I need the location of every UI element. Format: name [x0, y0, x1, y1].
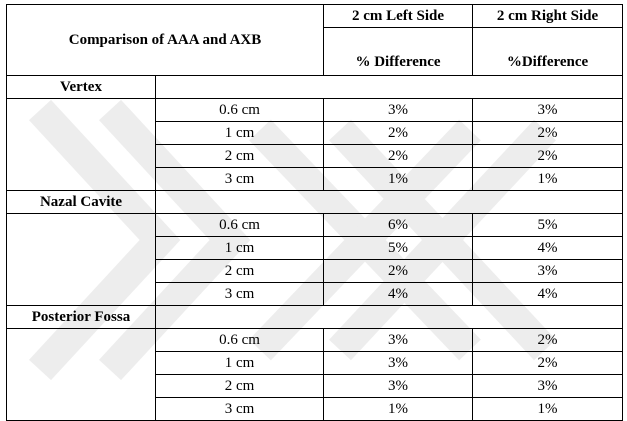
- table-row: [7, 99, 623, 122]
- right-diff-cell: 3%: [473, 375, 623, 398]
- left-diff-cell: 1%: [324, 398, 473, 421]
- right-diff-cell: 2%: [473, 352, 623, 375]
- right-diff-cell: 2%: [473, 329, 623, 352]
- depth-cell: 3 cm: [156, 168, 324, 191]
- depth-cell: 2 cm: [156, 145, 324, 168]
- section-indent: [7, 329, 156, 421]
- right-diff-cell: 5%: [473, 214, 623, 237]
- section-blank: [156, 76, 623, 99]
- section-indent: [7, 214, 156, 306]
- left-diff-cell: 3%: [324, 329, 473, 352]
- right-diff-cell: 1%: [473, 168, 623, 191]
- right-diff-cell: 2%: [473, 145, 623, 168]
- depth-cell: 0.6 cm: [156, 99, 324, 122]
- header-title: Comparison of AAA and AXB: [7, 5, 324, 76]
- left-diff-cell: 6%: [324, 214, 473, 237]
- section-indent: [7, 99, 156, 191]
- left-diff-cell: 2%: [324, 122, 473, 145]
- left-diff-cell: 2%: [324, 260, 473, 283]
- header-right-side: 2 cm Right Side: [473, 5, 623, 28]
- comparison-table: [6, 4, 623, 421]
- section-blank: [156, 191, 623, 214]
- depth-cell: 0.6 cm: [156, 214, 324, 237]
- depth-cell: 1 cm: [156, 237, 324, 260]
- depth-cell: 1 cm: [156, 122, 324, 145]
- section-row: [7, 76, 623, 99]
- left-diff-cell: 3%: [324, 99, 473, 122]
- section-label: Posterior Fossa: [7, 306, 156, 329]
- depth-cell: 2 cm: [156, 260, 324, 283]
- right-diff-cell: 3%: [473, 99, 623, 122]
- depth-cell: 1 cm: [156, 352, 324, 375]
- section-row: [7, 191, 623, 214]
- header-left-side: 2 cm Left Side: [324, 5, 473, 28]
- left-diff-cell: 1%: [324, 168, 473, 191]
- header-left-diff: % Difference: [324, 28, 473, 76]
- left-diff-cell: 3%: [324, 352, 473, 375]
- section-label: Nazal Cavite: [7, 191, 156, 214]
- header-row-top: [7, 5, 623, 28]
- right-diff-cell: 3%: [473, 260, 623, 283]
- right-diff-cell: 4%: [473, 283, 623, 306]
- right-diff-cell: 2%: [473, 122, 623, 145]
- left-diff-cell: 5%: [324, 237, 473, 260]
- left-diff-cell: 2%: [324, 145, 473, 168]
- depth-cell: 0.6 cm: [156, 329, 324, 352]
- depth-cell: 3 cm: [156, 398, 324, 421]
- left-diff-cell: 3%: [324, 375, 473, 398]
- depth-cell: 2 cm: [156, 375, 324, 398]
- table-row: [7, 329, 623, 352]
- table-row: [7, 214, 623, 237]
- right-diff-cell: 4%: [473, 237, 623, 260]
- section-row: [7, 306, 623, 329]
- left-diff-cell: 4%: [324, 283, 473, 306]
- header-right-diff: %Difference: [473, 28, 623, 76]
- section-label: Vertex: [7, 76, 156, 99]
- depth-cell: 3 cm: [156, 283, 324, 306]
- right-diff-cell: 1%: [473, 398, 623, 421]
- section-blank: [156, 306, 623, 329]
